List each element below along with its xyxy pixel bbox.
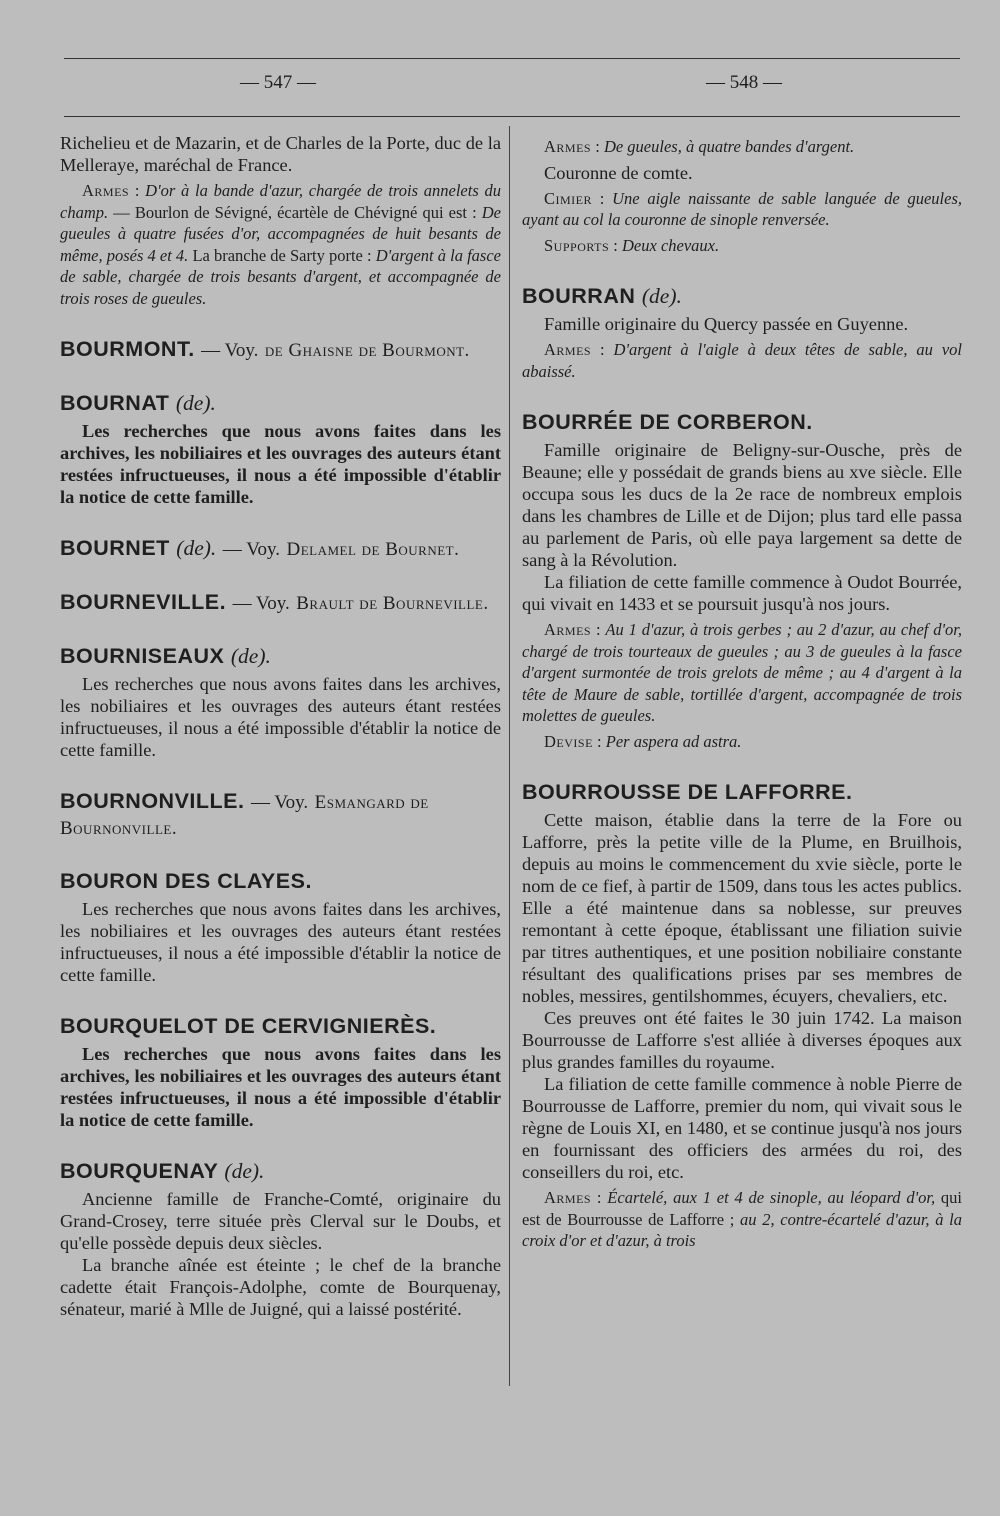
entry-text: Les recherches que nous avons faites dans les archives, les nobiliaires et les ouvrages des auteurs étant restées infructueuses, il nous a été impossible d'établir la notice de cette famille. <box>60 421 501 507</box>
blazon-text: au 2, contre-écartelé d'azur, à la croix d'or et d'azur, à trois <box>522 1209 962 1250</box>
entry-heading-bournat <box>60 391 501 416</box>
entry-heading-bourrousse <box>522 780 962 805</box>
devise-text: Per aspera ad astra. <box>605 731 742 751</box>
entry-text: La filiation de cette famille commence à noble Pierre de Bourrousse de Lafforre, premier du nom, qui vivait sous le règne de Louis XI, en 1480, et se continue jusqu'à nos jours en fournissant des officiers des armées du roi, des conseillers du roi, etc. <box>522 1074 962 1182</box>
armes-paragraph: Armes : Au 1 d'azur, à trois gerbes ; au 2 d'azur, au chef d'or, chargé de trois tourteaux de gueules ; au 3 de gueules à la fasce d'argent surmontée de trois grelots de même ; au 4 d'argent à la tête de Maure de sable, tortillée d'argent, accompagnée de trois molettes de gueules. <box>522 620 962 725</box>
entry-name: BOURROUSSE DE LAFFORRE. <box>522 780 853 804</box>
entry-heading-bourree <box>522 410 962 435</box>
entry-name: BOURQUELOT DE CERVIGNIERÈS. <box>60 1014 437 1038</box>
blazon-text: D'or à la bande d'azur, chargée de trois annelets du champ. <box>60 181 501 222</box>
cross-reference: Esmangard de Bournonville. <box>60 792 429 839</box>
entry-name: BOURNAT <box>60 391 170 415</box>
entry-text: La branche aînée est éteinte ; le chef de la branche cadette était François-Adolphe, comte de Bourquenay, sénateur, marié à Mlle de Juigné, qui a laissé postérité. <box>60 1255 501 1319</box>
cross-reference: de Ghaisne de Bourmont. <box>264 340 470 361</box>
entry-name: BOURNET <box>60 536 170 560</box>
intro-text: Richelieu et de Mazarin, et de Charles de la Porte, duc de la Melleraye, maréchal de France. <box>60 133 501 175</box>
entry-name: BOURNEVILLE. <box>60 590 227 614</box>
blazon-text: Au 1 d'azur, à trois gerbes ; au 2 d'azur, au chef d'or, chargé de trois tourteaux de gueules ; au 3 de gueules à la fasce d'argent surmontée de trois grelots de même ; au 4 d'argent à la tête de Maure de sable, tortillée d'argent, accompagnée de trois molettes de gueules. <box>522 620 962 725</box>
entry-text: Ancienne famille de Franche-Comté, originaire du Grand-Crosey, terre située près Clerval sur le Doubs, et qu'elle possède depuis deux siècles. <box>60 1189 501 1253</box>
entry-text: La filiation de cette famille commence à Oudot Bourrée, qui vivait en 1433 et se poursuit jusqu'à nos jours. <box>522 572 962 614</box>
entry-name: BOURMONT. <box>60 337 195 361</box>
entry-text: Les recherches que nous avons faites dans les archives, les nobiliaires et les ouvrages des auteurs étant restées infructueuses, il nous a été impossible d'établir la notice de cette famille. <box>60 1044 501 1130</box>
blazon-text: Deux chevaux. <box>622 235 720 255</box>
cimier-paragraph: Cimier : Une aigle naissante de sable languée de gueules, ayant au col la couronne de sinople renversée. <box>522 188 962 229</box>
entry-heading-bourniseaux <box>60 644 501 669</box>
particle: (de). <box>641 284 682 308</box>
entry-name: BOURRÉE DE CORBERON. <box>522 410 813 434</box>
see-also: — Voy. <box>232 593 290 614</box>
entry-name: BOURQUENAY <box>60 1159 218 1183</box>
see-also: — Voy. <box>250 792 309 813</box>
entry-text: Famille originaire du Quercy passée en Guyenne. <box>544 314 909 334</box>
blazon-text: De gueules à quatre fusées d'or, accompagnées de huit besants de même, posés 4 et 4. <box>60 202 501 265</box>
see-also: — Voy. <box>201 340 259 361</box>
entry-text: Les recherches que nous avons faites dans les archives, les nobiliaires et les ouvrages des auteurs étant restées infructueuses, il nous a été impossible d'établir la notice de cette famille. <box>60 899 501 985</box>
entry-heading-bourquenay <box>60 1159 501 1184</box>
particle: (de). <box>176 536 217 560</box>
armes-paragraph: Armes : De gueules, à quatre bandes d'argent. <box>544 137 855 156</box>
entry-text: Les recherches que nous avons faites dans les archives, les nobiliaires et les ouvrages des auteurs étant restées infructueuses, il nous a été impossible d'établir la notice de cette famille. <box>60 674 501 760</box>
armes-label: Armes <box>544 340 592 359</box>
header-rule <box>64 116 960 117</box>
entry-heading-bournet <box>60 536 501 562</box>
armes-label: Armes <box>82 181 130 200</box>
armes-label: Armes <box>544 620 592 639</box>
entry-text: Famille originaire de Beligny-sur-Ousche, près de Beaune; elle y possédait de grands biens au xve siècle. Elle occupa sous les ducs de la 2e race de nombreux emplois dans les chambres de Lille et de Dijon; plus tard elle passa au parlement de Paris, où elle paya largement sa dette de sang à la Révolution. <box>522 440 962 570</box>
entry-text: Cette maison, établie dans la terre de la Fore ou Lafforre, près la petite ville de la Plume, en Bruilhois, depuis au moins le commencement du xvie siècle, porte le nom de ce fief, à partir de 1509, dans tous les actes publics. Elle a été maintenue dans sa noblesse, sur preuves remontant à cette époque, établissant une filiation suivie par titres authentiques, et une position nobiliaire constante résultant des qualifications prises par ses membres de nobles, messires, gentilshommes, écuyers, chevaliers, etc. <box>522 810 962 1006</box>
cross-reference: Delamel de Bournet. <box>286 539 460 560</box>
armes-text: La branche de Sarty porte : <box>188 245 376 265</box>
column-divider <box>509 126 510 1386</box>
armes-label: Armes <box>544 137 592 156</box>
right-column <box>522 132 962 1252</box>
entry-heading-bournonville <box>60 789 501 841</box>
devise-paragraph: Devise : Per aspera ad astra. <box>544 731 742 751</box>
top-rule <box>64 58 960 59</box>
particle: (de). <box>175 391 216 415</box>
cimier-label: Cimier <box>544 188 593 208</box>
cross-reference: Brault de Bourneville. <box>296 593 489 614</box>
see-also: — Voy. <box>222 539 280 560</box>
page-number-left: — 547 — <box>240 72 316 93</box>
supports-label: Supports <box>544 235 610 255</box>
left-column <box>60 132 501 1320</box>
entry-name: BOURRAN <box>522 284 636 308</box>
armes-label: Armes <box>544 1188 592 1207</box>
armes-paragraph: Armes : D'or à la bande d'azur, chargée de trois annelets du champ. — Bourlon de Sévigné, écartèle de Chévigné qui est : De gueules à quatre fusées d'or, accompagnées de huit besants de même, posés 4 et 4. La branche de Sarty porte : D'argent à la fasce de sable, chargée de trois besants d'argent, et accompagnée de trois roses de gueules. <box>60 181 501 308</box>
blazon-text: Une aigle naissante de sable languée de gueules, ayant au col la couronne de sinople renversée. <box>522 188 962 229</box>
entry-heading-bourran <box>522 284 962 309</box>
devise-label: Devise <box>544 731 593 751</box>
armes-paragraph: Armes : Écartelé, aux 1 et 4 de sinople, au léopard d'or, qui est de Bourrousse de Lafforre ; au 2, contre-écartelé d'azur, à la croix d'or et d'azur, à trois <box>522 1188 962 1250</box>
particle: (de). <box>224 1159 265 1183</box>
blazon-text: Écartelé, aux 1 et 4 de sinople, au léopard d'or, <box>607 1188 936 1207</box>
entry-name: BOURNISEAUX <box>60 644 225 668</box>
particle: (de). <box>230 644 271 668</box>
blazon-text: D'argent à la fasce de sable, chargée de trois besants d'argent, et accompagnée de trois roses de gueules. <box>60 245 501 308</box>
entry-name: BOURON DES CLAYES. <box>60 869 312 893</box>
entry-heading-bourneville <box>60 590 501 616</box>
entry-text: Ces preuves ont été faites le 30 juin 1742. La maison Bourrousse de Lafforre s'est alliée à diverses époques aux plus grandes familles du royaume. <box>522 1008 962 1072</box>
entry-heading-bourmont <box>60 337 501 363</box>
armes-paragraph: Armes : D'argent à l'aigle à deux têtes de sable, au vol abaissé. <box>522 340 962 381</box>
entry-heading-bourquelot <box>60 1014 501 1039</box>
blazon-text: De gueules, à quatre bandes d'argent. <box>603 137 855 156</box>
page-number-right: — 548 — <box>706 72 782 93</box>
armes-text: qui est de Bourrousse de Lafforre ; <box>522 1188 962 1229</box>
supports-paragraph: Supports : Deux chevaux. <box>544 235 720 255</box>
armes-text: — Bourlon de Sévigné, écartèle de Chévigné qui est : <box>108 202 482 222</box>
entry-name: BOURNONVILLE. <box>60 789 245 813</box>
entry-heading-bouron <box>60 869 501 894</box>
couronne-text: Couronne de comte. <box>544 162 693 183</box>
blazon-text: D'argent à l'aigle à deux têtes de sable, au vol abaissé. <box>522 340 962 381</box>
